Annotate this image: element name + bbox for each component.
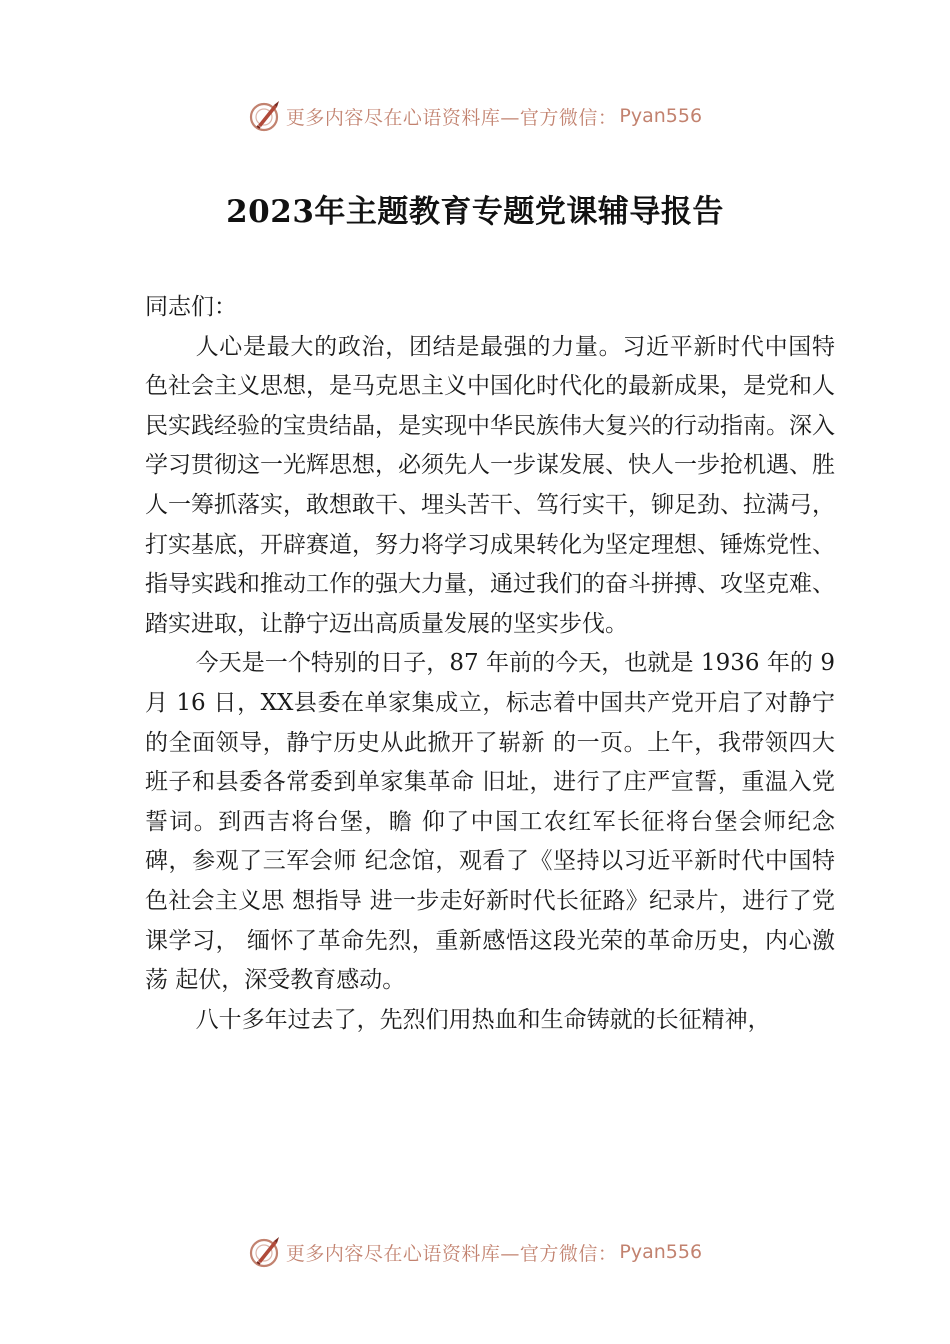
watermark-text: 更多内容尽在心语资料库—官方微信： [285, 1242, 618, 1265]
header-watermark [0, 96, 950, 136]
paragraph-1: 人心是最大的政治，团结是最强的力量。习近平新时代中国特色社会主义思想，是马克思主义中国化时代化的最新成果，是党和人民实践经验的宝贵结晶，是实现中华民族伟大复兴的行动指南。深入学习贯彻这一光辉思想，必须先人一步谋发展、快人一步抢机遇、胜人一筹抓落实，敢想敢干、埋头苦干、笃行实干，铆足劲、拉满弓，打实基底，开辟赛道，努力将学习成果转化为坚定理想、锤炼党性、指导实践和推动工作的强大力量，通过我们的奋斗拼搏、攻坚克难、 踏实进取，让静宁迈出高质量发展的坚实步伐。 [145, 333, 835, 637]
watermark-text: 更多内容尽在心语资料库—官方微信： [285, 106, 618, 129]
quill-pen-seal-icon [248, 99, 282, 133]
footer-watermark [0, 1232, 950, 1272]
watermark-wechat-id: Pyan556 [619, 1241, 703, 1263]
paragraph-2: 今天是一个特别的日子，87 年前的今天，也就是 1936 年的 9 月 16 日，XX县委在单家集成立，标志着中国共产党开启了对静宁的全面领导，静宁历史从此掀开了崭新 的一页。上午，我带领四大班子和县委各常委到单家集革命 旧址，进行了庄严宣誓，重温入党誓词。到西吉将台堡，瞻 仰了中国工农红军长征将台堡会师纪念碑，参观了三军会师 纪念馆，观看了《坚持以习近平新时代中国特色社会主义思 想指导 进一步走好新时代长征路》纪录片，进行了党课学习， 缅怀了革命先烈，重新感悟这段光荣的革命历史，内心激荡 起伏，深受教育感动。 [145, 650, 835, 994]
salutation: 同志们： [145, 294, 237, 320]
watermark-wechat-id: Pyan556 [619, 105, 703, 127]
paragraph-3: 八十多年过去了，先烈们用热血和生命铸就的长征精神， [195, 1006, 771, 1033]
document-title: 2023年主题教育专题党课辅导报告 [226, 194, 724, 230]
document-body [145, 288, 835, 1040]
quill-pen-seal-icon [248, 1235, 282, 1269]
